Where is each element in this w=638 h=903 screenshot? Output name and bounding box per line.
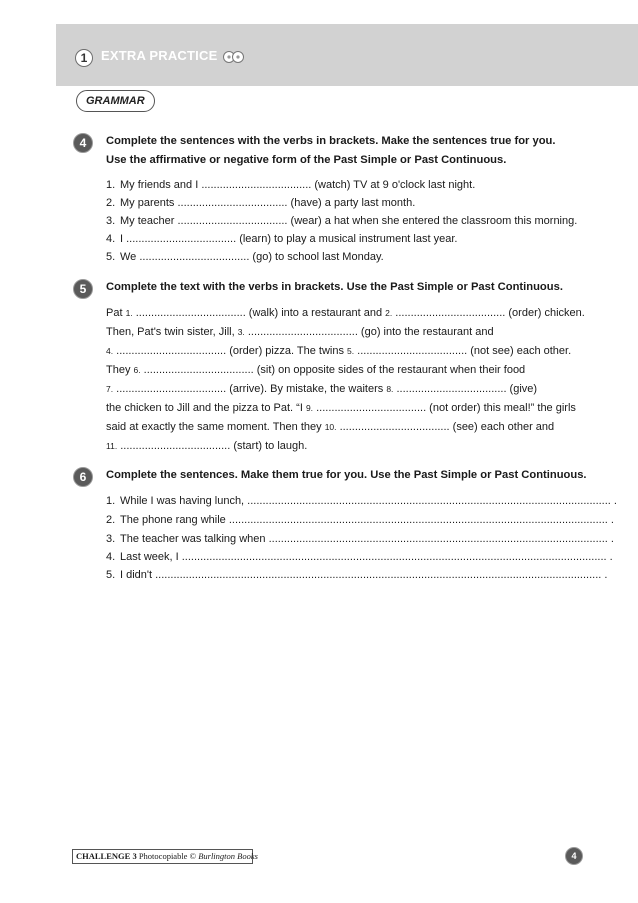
gap-number: 1.: [125, 308, 133, 318]
page-number: 4: [565, 847, 583, 865]
gap-number: 2.: [385, 308, 393, 318]
text-segment: said at exactly the same moment. Then they: [106, 421, 325, 433]
exercise-6-item: [106, 533, 614, 545]
exercise-6-item: [106, 514, 614, 526]
text-segment: .................................... (arrive). By mistake, the waiters: [113, 383, 387, 395]
exercise-5-text-line: [106, 402, 576, 414]
item-text: The teacher was talking when ............................................................................................................... .: [120, 533, 614, 545]
item-text: I didn't .................................................................................................................................................. .: [120, 569, 608, 581]
header-title: EXTRA PRACTICE: [101, 48, 218, 63]
footer-copyright: [72, 849, 258, 864]
unit-number-badge: 1: [75, 49, 93, 67]
exercise-5-instruction: Complete the text with the verbs in brackets. Use the Past Simple or Past Continuous.: [106, 281, 563, 293]
exercise-4-item: [106, 233, 457, 245]
section-tab-grammar: GRAMMAR: [76, 90, 155, 112]
item-number: 1.: [106, 179, 116, 191]
exercise-5-text-line: [106, 440, 307, 452]
item-number: 2.: [106, 197, 116, 209]
item-text: We .................................... (go) to school last Monday.: [120, 251, 384, 263]
text-segment: .................................... (walk) into a restaurant and: [132, 307, 386, 319]
text-segment: Then, Pat's twin sister, Jill,: [106, 326, 238, 338]
copyright-symbol: ©: [189, 851, 197, 861]
text-segment: Pat: [106, 307, 126, 319]
exercise-5-text-line: [106, 307, 585, 319]
exercise-4-instruction-line-1: Complete the sentences with the verbs in brackets. Make the sentences true for you.: [106, 135, 556, 147]
item-text: My parents .................................... (have) a party last month.: [120, 197, 416, 209]
gap-number: 8.: [386, 384, 394, 394]
text-segment: .................................... (go) into the restaurant and: [244, 326, 494, 338]
text-segment: .................................... (give): [393, 383, 538, 395]
text-segment: .................................... (start) to laugh.: [117, 440, 308, 452]
exercise-5-text-line: [106, 326, 494, 338]
exercise-5-text-line: [106, 364, 525, 376]
text-segment: .................................... (not order) this meal!” the girls: [313, 402, 576, 414]
gap-number: 7.: [106, 384, 114, 394]
exercise-4-instruction-line-2: Use the affirmative or negative form of the Past Simple or Past Continuous.: [106, 154, 507, 166]
exercise-4-item: [106, 251, 384, 263]
exercise-number-6: 6: [73, 467, 93, 487]
item-text: While I was having lunch, ....................................................................................................................... .: [120, 495, 617, 507]
item-text: Last week, I ........................................................................................................................................... .: [120, 551, 613, 563]
gap-number: 4.: [106, 346, 114, 356]
item-number: 5.: [106, 569, 116, 581]
text-segment: the chicken to Jill and the pizza to Pat. “I: [106, 402, 306, 414]
item-number: 2.: [106, 514, 116, 526]
text-segment: .................................... (order) pizza. The twins: [113, 345, 348, 357]
footer-brand: CHALLENGE 3: [76, 851, 137, 861]
item-number: 3.: [106, 533, 116, 545]
exercise-6-item: [106, 569, 607, 581]
item-text: My friends and I .................................... (watch) TV at 9 o'clock last night.: [120, 179, 476, 191]
audio-cd-icon: [222, 51, 246, 63]
exercise-number-5: 5: [73, 279, 93, 299]
exercise-number-4: 4: [73, 133, 93, 153]
item-number: 1.: [106, 495, 116, 507]
text-segment: .................................... (not see) each other.: [354, 345, 572, 357]
item-text: I .................................... (learn) to play a musical instrument last year.: [120, 233, 458, 245]
exercise-6-item: [106, 495, 617, 507]
gap-number: 6.: [133, 365, 141, 375]
gap-number: 9.: [305, 403, 314, 413]
footer-publisher: Burlington Books: [198, 851, 258, 861]
text-segment: .................................... (sit) on opposite sides of the restaurant when their food: [140, 364, 526, 376]
item-number: 5.: [106, 251, 116, 263]
exercise-6-item: [106, 551, 613, 563]
exercise-4-item: [106, 179, 475, 191]
text-segment: .................................... (order) chicken.: [392, 307, 585, 319]
exercise-5-text-line: [106, 345, 571, 357]
exercise-5-text-line: [106, 421, 554, 433]
item-number: 4.: [106, 233, 116, 245]
gap-number: 3.: [237, 327, 245, 337]
gap-number: 11.: [106, 441, 118, 451]
gap-number: 10.: [324, 422, 337, 432]
item-number: 3.: [106, 215, 116, 227]
item-number: 4.: [106, 551, 116, 563]
exercise-6-instruction: Complete the sentences. Make them true for you. Use the Past Simple or Past Continuous.: [106, 469, 587, 481]
gap-number: 5.: [347, 346, 355, 356]
exercise-4-item: [106, 215, 577, 227]
exercise-4-item: [106, 197, 415, 209]
footer-text: Photocopiable: [138, 851, 188, 861]
item-text: The phone rang while ............................................................................................................................ .: [120, 514, 614, 526]
text-segment: They: [106, 364, 134, 376]
exercise-5-text-line: [106, 383, 537, 395]
text-segment: .................................... (see) each other and: [336, 421, 555, 433]
item-text: My teacher .................................... (wear) a hat when she entered the classroom this morning.: [120, 215, 578, 227]
